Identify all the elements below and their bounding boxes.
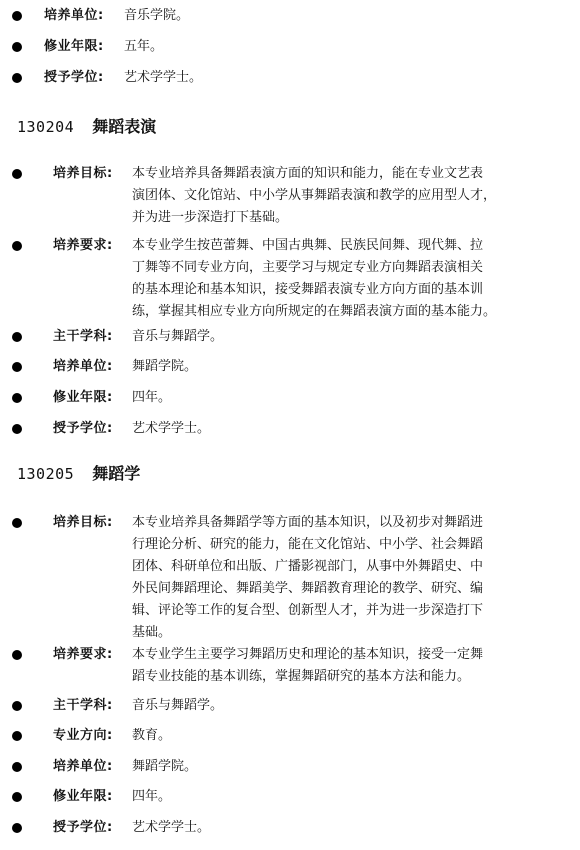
bullet-icon xyxy=(12,650,22,660)
text-line: 本专业学生主要学习舞蹈历史和理论的基本知识，接受一定舞 xyxy=(132,647,484,662)
item-label: 培养要求: xyxy=(53,238,113,253)
item-text: 艺术学学士。 xyxy=(124,70,203,85)
section-heading xyxy=(17,463,140,485)
item-label: 授予学位: xyxy=(44,70,104,85)
text-line: 团体、科研单位和出版、广播影视部门，从事中外舞蹈史、中 xyxy=(132,559,484,574)
bullet-icon xyxy=(12,823,22,833)
bullet-icon xyxy=(12,362,22,372)
section-code: 130204 xyxy=(17,118,75,136)
bullet-icon xyxy=(12,393,22,403)
item-label: 专业方向: xyxy=(53,728,113,743)
bullet-icon xyxy=(12,169,22,179)
bullet-icon xyxy=(12,792,22,802)
item-label: 主干学科: xyxy=(53,329,113,344)
item-text xyxy=(132,644,564,688)
item-text: 五年。 xyxy=(124,39,164,54)
text-line: 辑、评论等工作的复合型、创新型人才，并为进一步深造打下 xyxy=(132,603,484,618)
text-line: 并为进一步深造打下基础。 xyxy=(132,210,289,225)
text-line: 练，掌握其相应专业方向所规定的在舞蹈表演方面的基本能力。 xyxy=(132,304,497,319)
item-label: 修业年限: xyxy=(53,390,113,405)
item-label: 授予学位: xyxy=(53,421,113,436)
bullet-icon xyxy=(12,42,22,52)
text-line: 行理论分析、研究的能力，能在文化馆站、中小学、社会舞蹈 xyxy=(132,537,484,552)
bullet-icon xyxy=(12,73,22,83)
item-label: 培养单位: xyxy=(53,359,113,374)
text-line: 的基本理论和基本知识，接受舞蹈表演专业方向方面的基本训 xyxy=(132,282,484,297)
text-line: 本专业培养具备舞蹈学等方面的基本知识，以及初步对舞蹈进 xyxy=(132,515,484,530)
item-text: 教育。 xyxy=(132,728,172,743)
text-line: 基础。 xyxy=(132,625,172,640)
item-label: 培养目标: xyxy=(53,166,113,181)
text-line: 外民间舞蹈理论、舞蹈美学、舞蹈教育理论的教学、研究、编 xyxy=(132,581,484,596)
item-label: 培养单位: xyxy=(44,8,104,23)
bullet-icon xyxy=(12,11,22,21)
item-label: 培养目标: xyxy=(53,515,113,530)
bullet-icon xyxy=(12,518,22,528)
item-text xyxy=(132,163,564,229)
item-text: 音乐学院。 xyxy=(124,8,190,23)
item-text: 艺术学学士。 xyxy=(132,820,211,835)
item-label: 主干学科: xyxy=(53,698,113,713)
item-label: 培养要求: xyxy=(53,647,113,662)
item-label: 授予学位: xyxy=(53,820,113,835)
bullet-icon xyxy=(12,701,22,711)
item-text: 四年。 xyxy=(132,789,172,804)
item-text: 舞蹈学院。 xyxy=(132,359,198,374)
text-line: 演团体、文化馆站、中小学从事舞蹈表演和教学的应用型人才， xyxy=(132,188,497,203)
bullet-icon xyxy=(12,332,22,342)
text-line: 本专业培养具备舞蹈表演方面的知识和能力，能在专业文艺表 xyxy=(132,166,484,181)
section-title: 舞蹈表演 xyxy=(92,117,157,136)
text-line: 丁舞等不同专业方向，主要学习与规定专业方向舞蹈表演相关 xyxy=(132,260,484,275)
item-text xyxy=(132,512,564,644)
section-heading xyxy=(17,116,156,138)
item-text: 艺术学学士。 xyxy=(132,421,211,436)
text-line: 蹈专业技能的基本训练，掌握舞蹈研究的基本方法和能力。 xyxy=(132,669,471,684)
section-code: 130205 xyxy=(17,465,75,483)
item-text xyxy=(132,235,564,323)
section-title: 舞蹈学 xyxy=(92,464,141,483)
bullet-icon xyxy=(12,762,22,772)
item-text: 音乐与舞蹈学。 xyxy=(132,698,224,713)
item-label: 培养单位: xyxy=(53,759,113,774)
item-text: 音乐与舞蹈学。 xyxy=(132,329,224,344)
bullet-icon xyxy=(12,424,22,434)
item-label: 修业年限: xyxy=(53,789,113,804)
text-line: 本专业学生按芭蕾舞、中国古典舞、民族民间舞、现代舞、拉 xyxy=(132,238,484,253)
item-text: 四年。 xyxy=(132,390,172,405)
item-text: 舞蹈学院。 xyxy=(132,759,198,774)
bullet-icon xyxy=(12,731,22,741)
bullet-icon xyxy=(12,241,22,251)
item-label: 修业年限: xyxy=(44,39,104,54)
